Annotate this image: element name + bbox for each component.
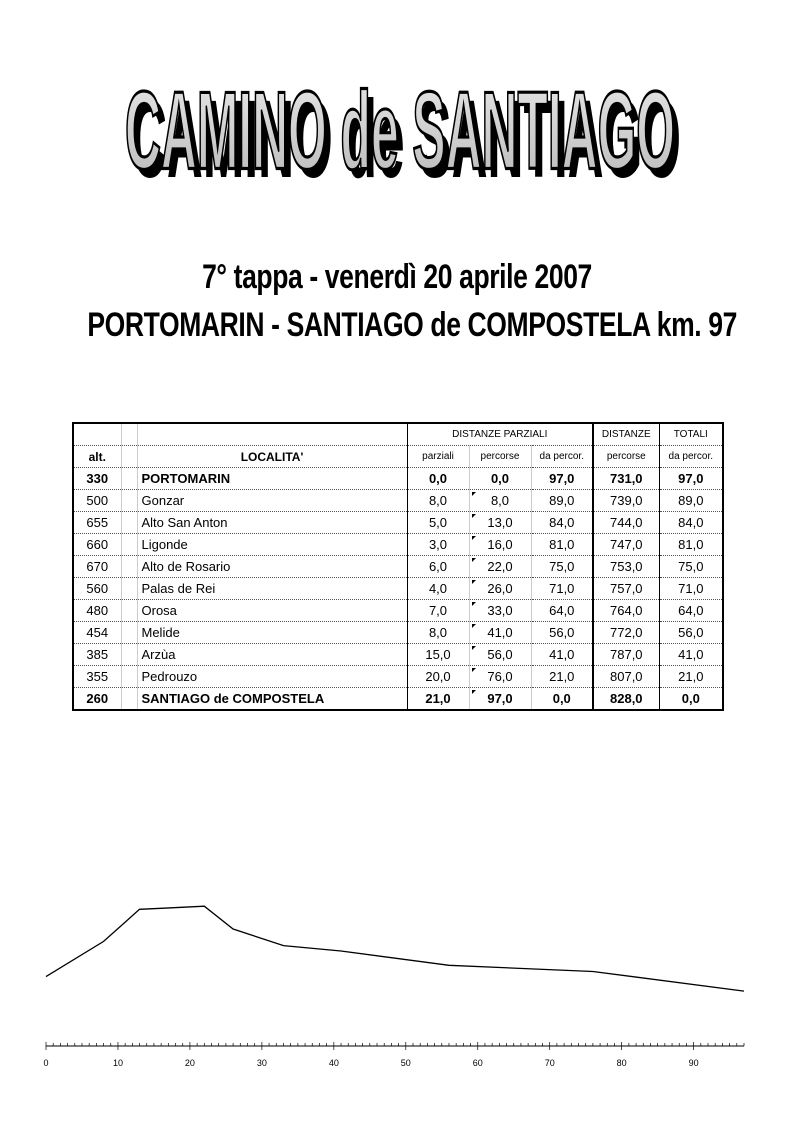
cell-total-remaining: 41,0 — [659, 644, 723, 666]
x-tick-label: 0 — [43, 1058, 49, 1068]
cell-remaining: 56,0 — [531, 622, 593, 644]
cell-partial: 0,0 — [407, 468, 469, 490]
cell-remaining: 84,0 — [531, 512, 593, 534]
cell-partial: 20,0 — [407, 666, 469, 688]
x-tick-label: 90 — [688, 1058, 699, 1068]
x-tick-label: 40 — [328, 1058, 339, 1068]
route-table — [72, 422, 724, 711]
cell-spacer — [121, 512, 137, 534]
stage-date: 7° tappa - venerdì 20 aprile 2007 — [202, 258, 592, 296]
cell-spacer — [121, 534, 137, 556]
cell-covered: 41,0 — [469, 622, 531, 644]
cell-partial: 3,0 — [407, 534, 469, 556]
cell-partial: 5,0 — [407, 512, 469, 534]
cell-total-remaining: 64,0 — [659, 600, 723, 622]
cell-total-covered: 757,0 — [593, 578, 659, 600]
cell-altitude: 385 — [73, 644, 121, 666]
cell-remaining: 0,0 — [531, 688, 593, 711]
cell-locality: Orosa — [137, 600, 407, 622]
table-row — [73, 468, 723, 490]
route-table-body — [73, 468, 723, 711]
x-tick-label: 30 — [256, 1058, 267, 1068]
cell-altitude: 655 — [73, 512, 121, 534]
cell-covered: 0,0 — [469, 468, 531, 490]
cell-total-remaining: 89,0 — [659, 490, 723, 512]
cell-remaining: 64,0 — [531, 600, 593, 622]
header-partial-distances: DISTANZE PARZIALI — [407, 423, 593, 446]
cell-total-remaining: 84,0 — [659, 512, 723, 534]
cell-altitude: 454 — [73, 622, 121, 644]
cell-spacer — [121, 468, 137, 490]
cell-partial: 8,0 — [407, 490, 469, 512]
header-column-row — [73, 446, 723, 468]
cell-total-covered: 747,0 — [593, 534, 659, 556]
cell-locality: Palas de Rei — [137, 578, 407, 600]
header-distances: DISTANZE — [593, 423, 659, 446]
cell-total-covered: 828,0 — [593, 688, 659, 711]
cell-remaining: 81,0 — [531, 534, 593, 556]
header-group-row — [73, 423, 723, 446]
cell-covered: 22,0 — [469, 556, 531, 578]
cell-locality: Melide — [137, 622, 407, 644]
table-row — [73, 578, 723, 600]
cell-locality: Alto de Rosario — [137, 556, 407, 578]
route-table-wrapper — [72, 422, 722, 711]
table-row — [73, 534, 723, 556]
cell-spacer — [121, 688, 137, 711]
cell-total-covered: 764,0 — [593, 600, 659, 622]
header-totals: TOTALI — [659, 423, 723, 446]
cell-total-covered: 753,0 — [593, 556, 659, 578]
col-tot-da-percor: da percor. — [659, 446, 723, 468]
cell-total-covered: 787,0 — [593, 644, 659, 666]
table-row — [73, 644, 723, 666]
cell-partial: 21,0 — [407, 688, 469, 711]
col-dist-percorse: percorse — [593, 446, 659, 468]
cell-remaining: 89,0 — [531, 490, 593, 512]
cell-altitude: 670 — [73, 556, 121, 578]
cell-total-covered: 731,0 — [593, 468, 659, 490]
cell-total-remaining: 0,0 — [659, 688, 723, 711]
x-tick-label: 10 — [112, 1058, 123, 1068]
cell-covered: 26,0 — [469, 578, 531, 600]
cell-total-remaining: 75,0 — [659, 556, 723, 578]
col-locality: LOCALITA' — [137, 446, 407, 468]
cell-spacer — [121, 622, 137, 644]
cell-locality: Gonzar — [137, 490, 407, 512]
title-shadow: CAMINO de SANTIAGO — [131, 80, 682, 200]
col-percorse: percorse — [469, 446, 531, 468]
table-row — [73, 600, 723, 622]
table-row — [73, 666, 723, 688]
cell-covered: 13,0 — [469, 512, 531, 534]
cell-locality: Ligonde — [137, 534, 407, 556]
cell-spacer — [121, 600, 137, 622]
col-da-percor: da percor. — [531, 446, 593, 468]
cell-altitude: 560 — [73, 578, 121, 600]
cell-covered: 16,0 — [469, 534, 531, 556]
cell-partial: 8,0 — [407, 622, 469, 644]
cell-partial: 6,0 — [407, 556, 469, 578]
title-banner — [110, 80, 690, 200]
elevation-profile — [40, 900, 754, 1080]
cell-spacer — [121, 644, 137, 666]
cell-locality: SANTIAGO de COMPOSTELA — [137, 688, 407, 711]
col-alt: alt. — [73, 446, 121, 468]
cell-spacer — [121, 556, 137, 578]
cell-locality: PORTOMARIN — [137, 468, 407, 490]
cell-remaining: 75,0 — [531, 556, 593, 578]
table-row — [73, 556, 723, 578]
cell-covered: 8,0 — [469, 490, 531, 512]
page-title: CAMINO de SANTIAGO — [125, 80, 675, 193]
cell-altitude: 260 — [73, 688, 121, 711]
x-tick-label: 20 — [184, 1058, 195, 1068]
table-row — [73, 512, 723, 534]
cell-locality: Pedrouzo — [137, 666, 407, 688]
cell-total-covered: 739,0 — [593, 490, 659, 512]
cell-spacer — [121, 578, 137, 600]
x-tick-label: 70 — [544, 1058, 555, 1068]
cell-locality: Alto San Anton — [137, 512, 407, 534]
cell-total-remaining: 97,0 — [659, 468, 723, 490]
cell-remaining: 41,0 — [531, 644, 593, 666]
cell-covered: 97,0 — [469, 688, 531, 711]
cell-altitude: 480 — [73, 600, 121, 622]
cell-total-remaining: 56,0 — [659, 622, 723, 644]
table-row — [73, 688, 723, 711]
cell-spacer — [121, 490, 137, 512]
stage-route: PORTOMARIN - SANTIAGO de COMPOSTELA km. 97 — [87, 306, 737, 344]
cell-total-covered: 744,0 — [593, 512, 659, 534]
cell-total-remaining: 71,0 — [659, 578, 723, 600]
table-row — [73, 490, 723, 512]
elevation-line — [46, 906, 744, 991]
cell-covered: 76,0 — [469, 666, 531, 688]
cell-locality: Arzùa — [137, 644, 407, 666]
cell-altitude: 660 — [73, 534, 121, 556]
cell-altitude: 500 — [73, 490, 121, 512]
cell-remaining: 21,0 — [531, 666, 593, 688]
x-tick-label: 80 — [616, 1058, 627, 1068]
x-tick-label: 60 — [472, 1058, 483, 1068]
cell-total-remaining: 21,0 — [659, 666, 723, 688]
cell-spacer — [121, 666, 137, 688]
cell-total-covered: 807,0 — [593, 666, 659, 688]
col-parziali: parziali — [407, 446, 469, 468]
x-tick-label: 50 — [400, 1058, 411, 1068]
table-row — [73, 622, 723, 644]
cell-total-remaining: 81,0 — [659, 534, 723, 556]
cell-covered: 56,0 — [469, 644, 531, 666]
cell-partial: 4,0 — [407, 578, 469, 600]
cell-covered: 33,0 — [469, 600, 531, 622]
cell-partial: 15,0 — [407, 644, 469, 666]
cell-altitude: 355 — [73, 666, 121, 688]
cell-remaining: 71,0 — [531, 578, 593, 600]
cell-partial: 7,0 — [407, 600, 469, 622]
cell-remaining: 97,0 — [531, 468, 593, 490]
cell-altitude: 330 — [73, 468, 121, 490]
cell-total-covered: 772,0 — [593, 622, 659, 644]
